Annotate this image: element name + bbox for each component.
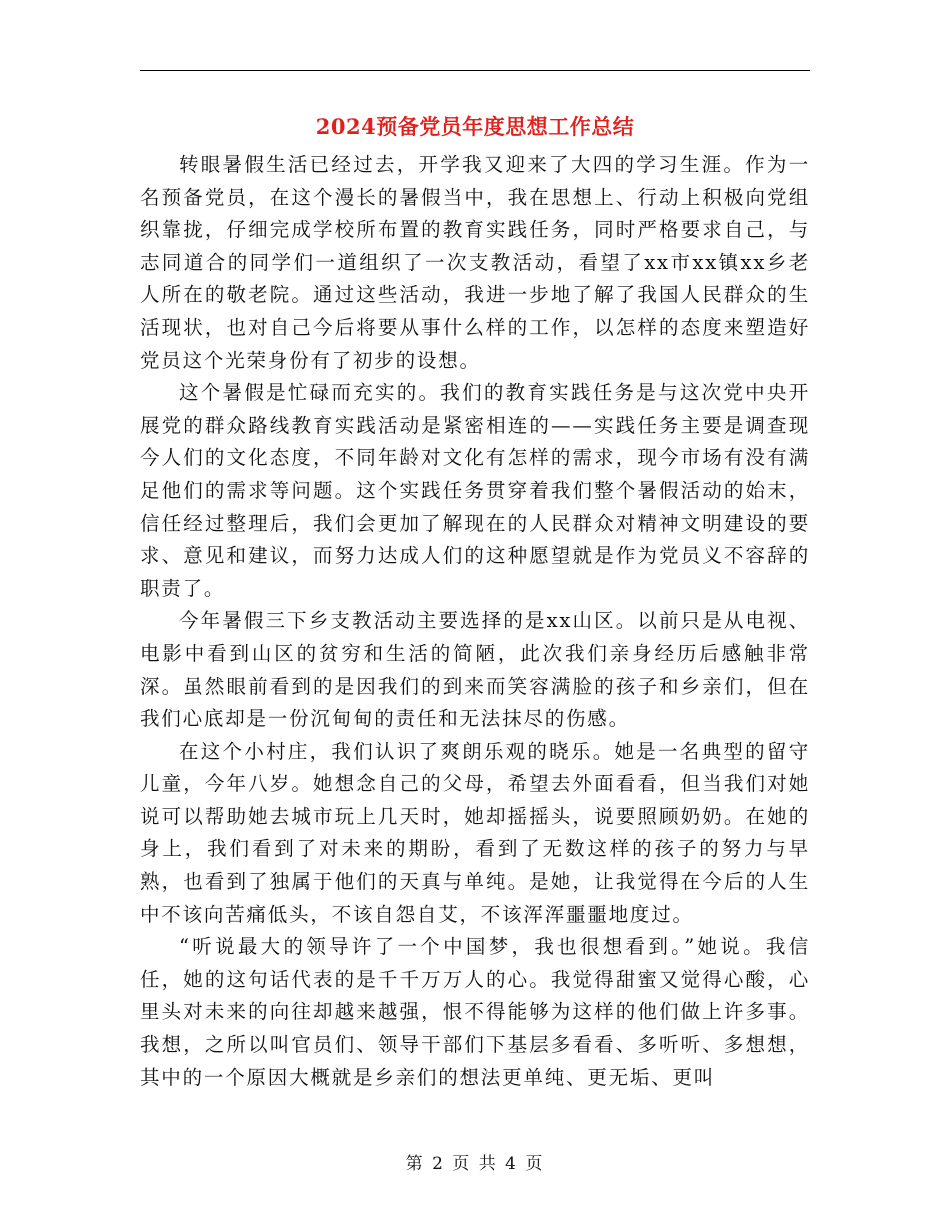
header-rule [140,70,810,71]
paragraph-2: 这个暑假是忙碌而充实的。我们的教育实践任务是与这次党中央开展党的群众路线教育实践活动是紧密相连的——实践任务主要是调查现今人们的文化态度，不同年龄对文化有怎样的需求，现今市场有没有满足他们的需求等问题。这个实践任务贯穿着我们整个暑假活动的始末，信任经过整理后，我们会更加了解现在的人民群众对精神文明建设的要求、意见和建议，而努力达成人们的这种愿望就是作为党员义不容辞的职责了。 [140,381,810,600]
page-number-footer: 第 2 页 共 4 页 [405,1154,545,1174]
paragraph-5: “听说最大的领导许了一个中国梦，我也很想看到。”她说。我信任，她的这句话代表的是千千万万人的心。我觉得甜蜜又觉得心酸，心里头对未来的向往却越来越强，恨不得能够为这样的他们做上许多事。我想，之所以叫官员们、领导干部们下基层多看看、多听听、多想想，其中的一个原因大概就是乡亲们的想法更单纯、更无垢、更叫 [140,935,810,1089]
document-body [140,149,810,1094]
paragraph-4: 在这个小村庄，我们认识了爽朗乐观的晓乐。她是一名典型的留守儿童，今年八岁。她想念自己的父母，希望去外面看看，但当我们对她说可以帮助她去城市玩上几天时，她却摇摇头，说要照顾奶奶。在她的身上，我们看到了对未来的期盼，看到了无数这样的孩子的努力与早熟，也看到了独属于他们的天真与单纯。是她，让我觉得在今后的人生中不该向苦痛低头，不该自怨自艾，不该浑浑噩噩地度过。 [140,739,810,926]
paragraph-3: 今年暑假三下乡支教活动主要选择的是xx山区。以前只是从电视、电影中看到山区的贫穷和生活的简陋，此次我们亲身经历后感触非常深。虽然眼前看到的是因我们的到来而笑容满脸的孩子和乡亲们，但在我们心底却是一份沉甸甸的责任和无法抹尽的伤感。 [140,609,810,731]
document-title: 2024预备党员年度思想工作总结 [315,114,635,139]
paragraph-1: 转眼暑假生活已经过去，开学我又迎来了大四的学习生涯。作为一名预备党员，在这个漫长的暑假当中，我在思想上、行动上积极向党组织靠拢，仔细完成学校所布置的教育实践任务，同时严格要求自己，与志同道合的同学们一道组织了一次支教活动，看望了xx市xx镇xx乡老人所在的敬老院。通过这些活动，我进一步地了解了我国人民群众的生活现状，也对自己今后将要从事什么样的工作，以怎样的态度来塑造好党员这个光荣身份有了初步的设想。 [140,153,810,372]
